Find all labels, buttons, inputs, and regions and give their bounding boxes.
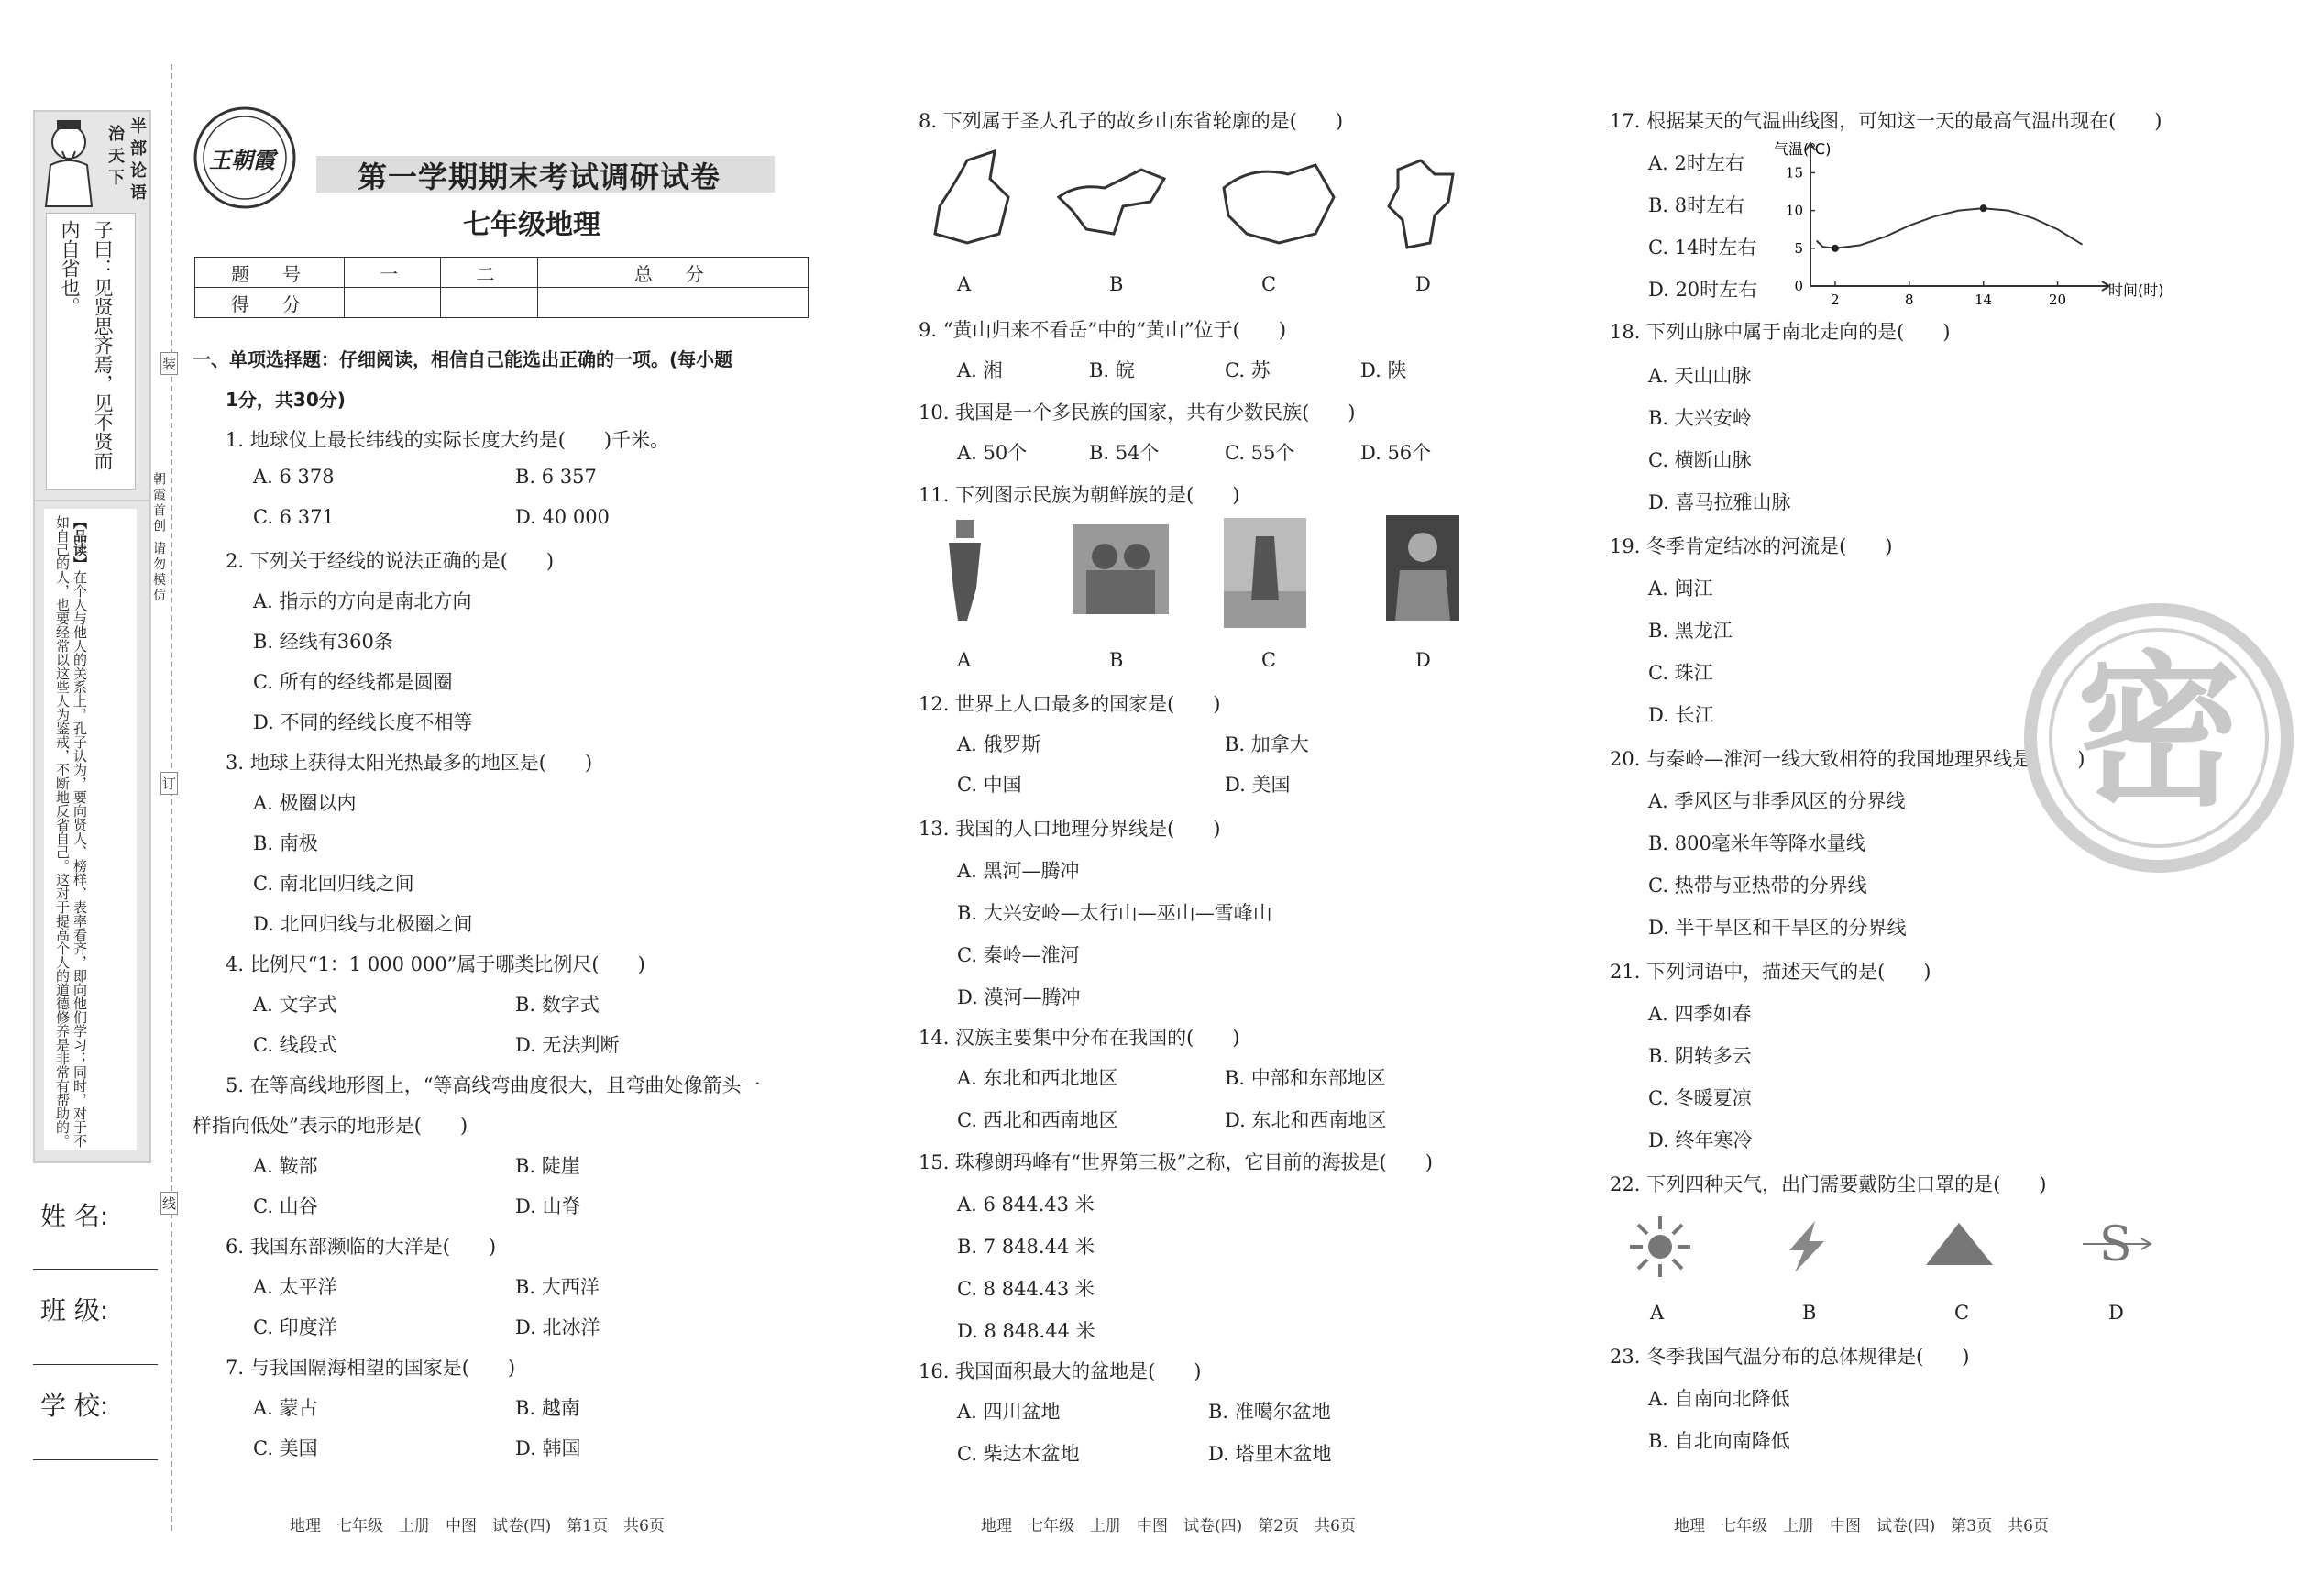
q23-option-a[interactable]: A. 自南向北降低 [1648, 1388, 1790, 1410]
q8-option-c[interactable]: C [1261, 273, 1277, 295]
q21-option-c[interactable]: C. 冬暖夏凉 [1648, 1087, 1752, 1109]
q4-option-a[interactable]: A. 文字式 [253, 994, 337, 1016]
q21-option-a[interactable]: A. 四季如春 [1648, 1003, 1752, 1025]
q15-option-b[interactable]: B. 7 848.44 米 [957, 1236, 1095, 1258]
chart-x-tick-label: 8 [1905, 292, 1914, 308]
q22-option-a[interactable]: A [1650, 1302, 1665, 1324]
q7-option-d[interactable]: D. 韩国 [515, 1437, 581, 1459]
q17-option-d[interactable]: D. 20时左右 [1648, 279, 1758, 301]
class-underline [33, 1364, 158, 1365]
q14-option-c[interactable]: C. 西北和西南地区 [957, 1109, 1118, 1131]
motto-title-1: 半部论语 [127, 117, 147, 205]
score-head-3: 二 [441, 258, 537, 288]
q3-option-d[interactable]: D. 北回归线与北极圈之间 [253, 913, 473, 935]
q16-option-b[interactable]: B. 准噶尔盆地 [1208, 1401, 1331, 1423]
q10-option-c[interactable]: C. 55个 [1225, 442, 1295, 464]
q13-option-a[interactable]: A. 黑河—腾冲 [957, 860, 1080, 882]
question-14: 14. 汉族主要集中分布在我国的( ) [919, 1027, 1240, 1049]
q1-option-b[interactable]: B. 6 357 [515, 466, 597, 488]
photo-b[interactable] [1073, 524, 1169, 614]
chart-y-axis-label: 气温(℃) [1774, 140, 1832, 158]
question-10: 10. 我国是一个多民族的国家，共有少数民族( ) [919, 402, 1356, 424]
chart-x-axis-label: 时间(时) [2108, 281, 2164, 299]
q2-option-c[interactable]: C. 所有的经线都是圆圈 [253, 671, 453, 693]
q13-option-b[interactable]: B. 大兴安岭—太行山—巫山—雪峰山 [957, 902, 1272, 924]
dust-icon[interactable] [1925, 1221, 1994, 1267]
q3-option-a[interactable]: A. 极圈以内 [253, 792, 357, 814]
question-11: 11. 下列图示民族为朝鲜族的是( ) [919, 484, 1240, 506]
q21-option-b[interactable]: B. 阴转多云 [1648, 1045, 1752, 1067]
footer-page-2: 地理 七年级 上册 中图 试卷(四) 第2页 共6页 [981, 1517, 1356, 1535]
exam-subtitle: 七年级地理 [463, 209, 600, 241]
q7-option-a[interactable]: A. 蒙古 [253, 1397, 318, 1419]
q14-option-b[interactable]: B. 中部和东部地区 [1225, 1067, 1386, 1089]
score-cell-2[interactable] [441, 288, 537, 318]
q17-option-b[interactable]: B. 8时左右 [1648, 194, 1745, 216]
q5-option-c[interactable]: C. 山谷 [253, 1195, 318, 1217]
q17-option-c[interactable]: C. 14时左右 [1648, 237, 1757, 259]
score-head-1: 题 号 [195, 258, 345, 288]
q8-option-b[interactable]: B [1109, 273, 1124, 295]
q11-option-d[interactable]: D [1415, 649, 1431, 671]
q6-option-c[interactable]: C. 印度洋 [253, 1316, 337, 1338]
commentary-head: 【品读】 [72, 515, 88, 570]
q2-option-a[interactable]: A. 指示的方向是南北方向 [253, 590, 472, 612]
q6-option-d[interactable]: D. 北冰洋 [515, 1316, 600, 1338]
question-18: 18. 下列山脉中属于南北走向的是( ) [1610, 321, 1951, 343]
q5-option-d[interactable]: D. 山脊 [515, 1195, 581, 1217]
q3-option-c[interactable]: C. 南北回归线之间 [253, 873, 414, 895]
outline-b [1059, 170, 1164, 234]
question-5: 5. 在等高线地形图上，“等高线弯曲度很大，且弯曲处像箭头一 [226, 1074, 761, 1096]
sunny-icon[interactable] [1628, 1215, 1692, 1279]
chart-y-tick-label: 10 [1785, 202, 1803, 219]
name-label: 姓 名: [40, 1201, 109, 1231]
q13-option-c[interactable]: C. 秦岭—淮河 [957, 944, 1080, 966]
q8-option-d[interactable]: D [1415, 273, 1431, 295]
copyright-note: 朝霞首创 请勿模仿 [151, 472, 166, 604]
question-1: 1. 地球仪上最长纬线的实际长度大约是( )千米。 [226, 429, 670, 451]
school-underline [33, 1459, 158, 1460]
photo-a[interactable] [940, 515, 990, 625]
section-title: 一、单项选择题：仔细阅读，相信自己能选出正确的一项。(每小题 [193, 348, 733, 370]
q23-option-b[interactable]: B. 自北向南降低 [1648, 1430, 1790, 1452]
q4-option-b[interactable]: B. 数字式 [515, 994, 600, 1016]
question-12: 12. 世界上人口最多的国家是( ) [919, 693, 1221, 715]
sandstorm-icon[interactable] [2081, 1215, 2154, 1274]
question-22: 22. 下列四种天气，出门需要戴防尘口罩的是( ) [1610, 1173, 2047, 1195]
exam-title: 第一学期期末考试调研试卷 [358, 160, 721, 194]
svg-text:S: S [2099, 1217, 2132, 1272]
question-2: 2. 下列关于经线的说法正确的是( ) [226, 550, 555, 572]
question-19: 19. 冬季肯定结冰的河流是( ) [1610, 535, 1893, 557]
outline-c [1224, 165, 1334, 243]
cut-mark-2: 订 [160, 772, 178, 795]
q1-option-d[interactable]: D. 40 000 [515, 506, 610, 528]
question-21: 21. 下列词语中，描述天气的是( ) [1610, 961, 1931, 983]
q9-option-d[interactable]: D. 陕 [1360, 359, 1407, 381]
q4-option-d[interactable]: D. 无法判断 [515, 1034, 620, 1056]
photo-d[interactable] [1386, 515, 1459, 621]
question-3: 3. 地球上获得太阳光热最多的地区是( ) [226, 752, 593, 774]
q9-option-a[interactable]: A. 湘 [957, 359, 1003, 381]
chart-x-tick-label: 14 [1975, 292, 1993, 308]
q1-option-c[interactable]: C. 6 371 [253, 506, 335, 528]
class-label: 班 级: [40, 1295, 109, 1326]
question-8: 8. 下列属于圣人孔子的故乡山东省轮廓的是( ) [919, 110, 1344, 132]
confucius-portrait [37, 115, 101, 211]
question-16: 16. 我国面积最大的盆地是( ) [919, 1360, 1202, 1382]
question-7: 7. 与我国隔海相望的国家是( ) [226, 1357, 516, 1379]
q6-option-b[interactable]: B. 大西洋 [515, 1276, 600, 1298]
q15-option-a[interactable]: A. 6 844.43 米 [957, 1194, 1095, 1216]
score-head-2: 一 [345, 258, 441, 288]
q12-option-c[interactable]: C. 中国 [957, 774, 1022, 796]
photo-c[interactable] [1224, 518, 1306, 628]
binding-line [171, 64, 172, 1531]
q16-option-d[interactable]: D. 塔里木盆地 [1208, 1443, 1332, 1465]
question-23: 23. 冬季我国气温分布的总体规律是( ) [1610, 1346, 1970, 1368]
q14-option-a[interactable]: A. 东北和西北地区 [957, 1067, 1118, 1089]
q22-option-c[interactable]: C [1954, 1302, 1970, 1324]
q12-option-a[interactable]: A. 俄罗斯 [957, 733, 1041, 755]
q10-option-d[interactable]: D. 56个 [1360, 442, 1432, 464]
question-6: 6. 我国东部濒临的大洋是( ) [226, 1236, 497, 1258]
chart-y-tick-label: 0 [1794, 278, 1803, 294]
temperature-chart [1769, 138, 2191, 316]
province-outlines[interactable] [921, 142, 1490, 261]
q6-option-a[interactable]: A. 太平洋 [253, 1276, 337, 1298]
seal-char: 密 [2076, 637, 2242, 829]
secret-seal [2021, 600, 2296, 875]
q18-option-a[interactable]: A. 天山山脉 [1648, 365, 1752, 387]
question-4: 4. 比例尺“1：1 000 000”属于哪类比例尺( ) [226, 953, 645, 975]
question-13: 13. 我国的人口地理分界线是( ) [919, 818, 1221, 840]
q12-option-d[interactable]: D. 美国 [1225, 774, 1291, 796]
question-17: 17. 根据某天的气温曲线图，可知这一天的最高气温出现在( ) [1610, 110, 2162, 132]
commentary-text [53, 515, 88, 1148]
school-label: 学 校: [40, 1391, 109, 1421]
q17-option-a[interactable]: A. 2时左右 [1648, 152, 1744, 174]
q5-option-a[interactable]: A. 鞍部 [253, 1155, 318, 1177]
q4-option-c[interactable]: C. 线段式 [253, 1034, 337, 1056]
motto-title-2: 治天下 [105, 125, 125, 191]
footer-page-3: 地理 七年级 上册 中图 试卷(四) 第3页 共6页 [1674, 1517, 2049, 1535]
q3-option-b[interactable]: B. 南极 [253, 832, 318, 854]
q10-option-b[interactable]: B. 54个 [1089, 442, 1160, 464]
q21-option-d[interactable]: D. 终年寒冷 [1648, 1129, 1753, 1151]
q22-option-d[interactable]: D [2108, 1302, 2124, 1324]
chart-y-tick-label: 15 [1785, 164, 1803, 182]
q16-option-a[interactable]: A. 四川盆地 [957, 1401, 1061, 1423]
q20-option-a[interactable]: A. 季风区与非季风区的分界线 [1648, 790, 1906, 812]
question-20: 20. 与秦岭—淮河一线大致相符的我国地理界线是( ) [1610, 748, 2085, 770]
q19-option-b[interactable]: B. 黑龙江 [1648, 620, 1733, 642]
q7-option-c[interactable]: C. 美国 [253, 1437, 318, 1459]
commentary-body: 在个人与他人的关系上，孔子认为，要向贤人、榜样、表率看齐，即向他们学习；同时，对于不如自己的人，也要经常以这些人为鉴戒，不断地反省自己。这对于提高个人的道德修养是非常有帮助的。 [54, 515, 88, 1148]
q22-option-b[interactable]: B [1802, 1302, 1817, 1324]
q19-option-d[interactable]: D. 长江 [1648, 704, 1714, 726]
chart-point [1980, 204, 1987, 212]
q1-option-a[interactable]: A. 6 378 [253, 466, 335, 488]
q20-option-d[interactable]: D. 半干旱区和干旱区的分界线 [1648, 917, 1907, 939]
q15-option-d[interactable]: D. 8 848.44 米 [957, 1320, 1095, 1342]
quote-text: 子曰：见贤思齐焉，见不贤而内自省也。 [59, 220, 114, 470]
score-cell-1[interactable] [345, 288, 441, 318]
q18-option-b[interactable]: B. 大兴安岭 [1648, 407, 1752, 429]
q7-option-b[interactable]: B. 越南 [515, 1397, 580, 1419]
score-cell-3[interactable] [537, 288, 808, 318]
chart-point [1832, 245, 1839, 252]
q10-option-a[interactable]: A. 50个 [957, 442, 1028, 464]
q12-option-b[interactable]: B. 加拿大 [1225, 733, 1309, 755]
q18-option-d[interactable]: D. 喜马拉雅山脉 [1648, 491, 1791, 513]
footer-page-1: 地理 七年级 上册 中图 试卷(四) 第1页 共6页 [290, 1517, 665, 1535]
question-9: 9. “黄山归来不看岳”中的“黄山”位于( ) [919, 319, 1287, 341]
q15-option-c[interactable]: C. 8 844.43 米 [957, 1278, 1095, 1300]
thunder-icon[interactable] [1778, 1219, 1833, 1274]
question-15: 15. 珠穆朗玛峰有“世界第三极”之称，它目前的海拔是( ) [919, 1151, 1433, 1173]
q5-option-b[interactable]: B. 陡崖 [515, 1155, 580, 1177]
q14-option-d[interactable]: D. 东北和西南地区 [1225, 1109, 1387, 1131]
q13-option-d[interactable]: D. 漠河—腾冲 [957, 986, 1081, 1008]
q11-option-a[interactable]: A [957, 649, 972, 671]
chart-y-tick-label: 5 [1794, 239, 1803, 257]
q20-option-c[interactable]: C. 热带与亚热带的分界线 [1648, 875, 1867, 897]
logo-text: 王朝霞 [209, 147, 275, 173]
q9-option-c[interactable]: C. 苏 [1225, 359, 1271, 381]
chart-x-tick-label: 20 [2049, 292, 2067, 308]
q11-option-c[interactable]: C [1261, 649, 1277, 671]
q9-option-b[interactable]: B. 皖 [1089, 359, 1135, 381]
q16-option-c[interactable]: C. 柴达木盆地 [957, 1443, 1080, 1465]
section-title-cont: 1分，共30分) [226, 389, 346, 411]
temperature-curve [1817, 208, 2083, 248]
outline-a [935, 151, 1008, 243]
q8-option-a[interactable]: A [957, 273, 972, 295]
question-5-cont: 样指向低处”表示的地形是( ) [193, 1115, 468, 1137]
name-underline [33, 1269, 158, 1270]
q11-option-b[interactable]: B [1109, 649, 1124, 671]
q19-option-a[interactable]: A. 闽江 [1648, 578, 1713, 600]
q19-option-c[interactable]: C. 珠江 [1648, 662, 1713, 684]
chart-x-tick-label: 2 [1831, 292, 1840, 308]
score-head-4: 总 分 [537, 258, 808, 288]
q2-option-b[interactable]: B. 经线有360条 [253, 631, 393, 653]
outline-d [1389, 160, 1453, 248]
score-table [194, 257, 809, 318]
q2-option-d[interactable]: D. 不同的经线长度不相等 [253, 711, 473, 733]
cut-mark-1: 装 [160, 352, 178, 375]
score-row-label: 得 分 [195, 288, 345, 318]
q18-option-c[interactable]: C. 横断山脉 [1648, 449, 1752, 471]
cut-mark-3: 线 [160, 1192, 178, 1215]
logo [193, 105, 298, 211]
q20-option-b[interactable]: B. 800毫米年等降水量线 [1648, 832, 1865, 854]
